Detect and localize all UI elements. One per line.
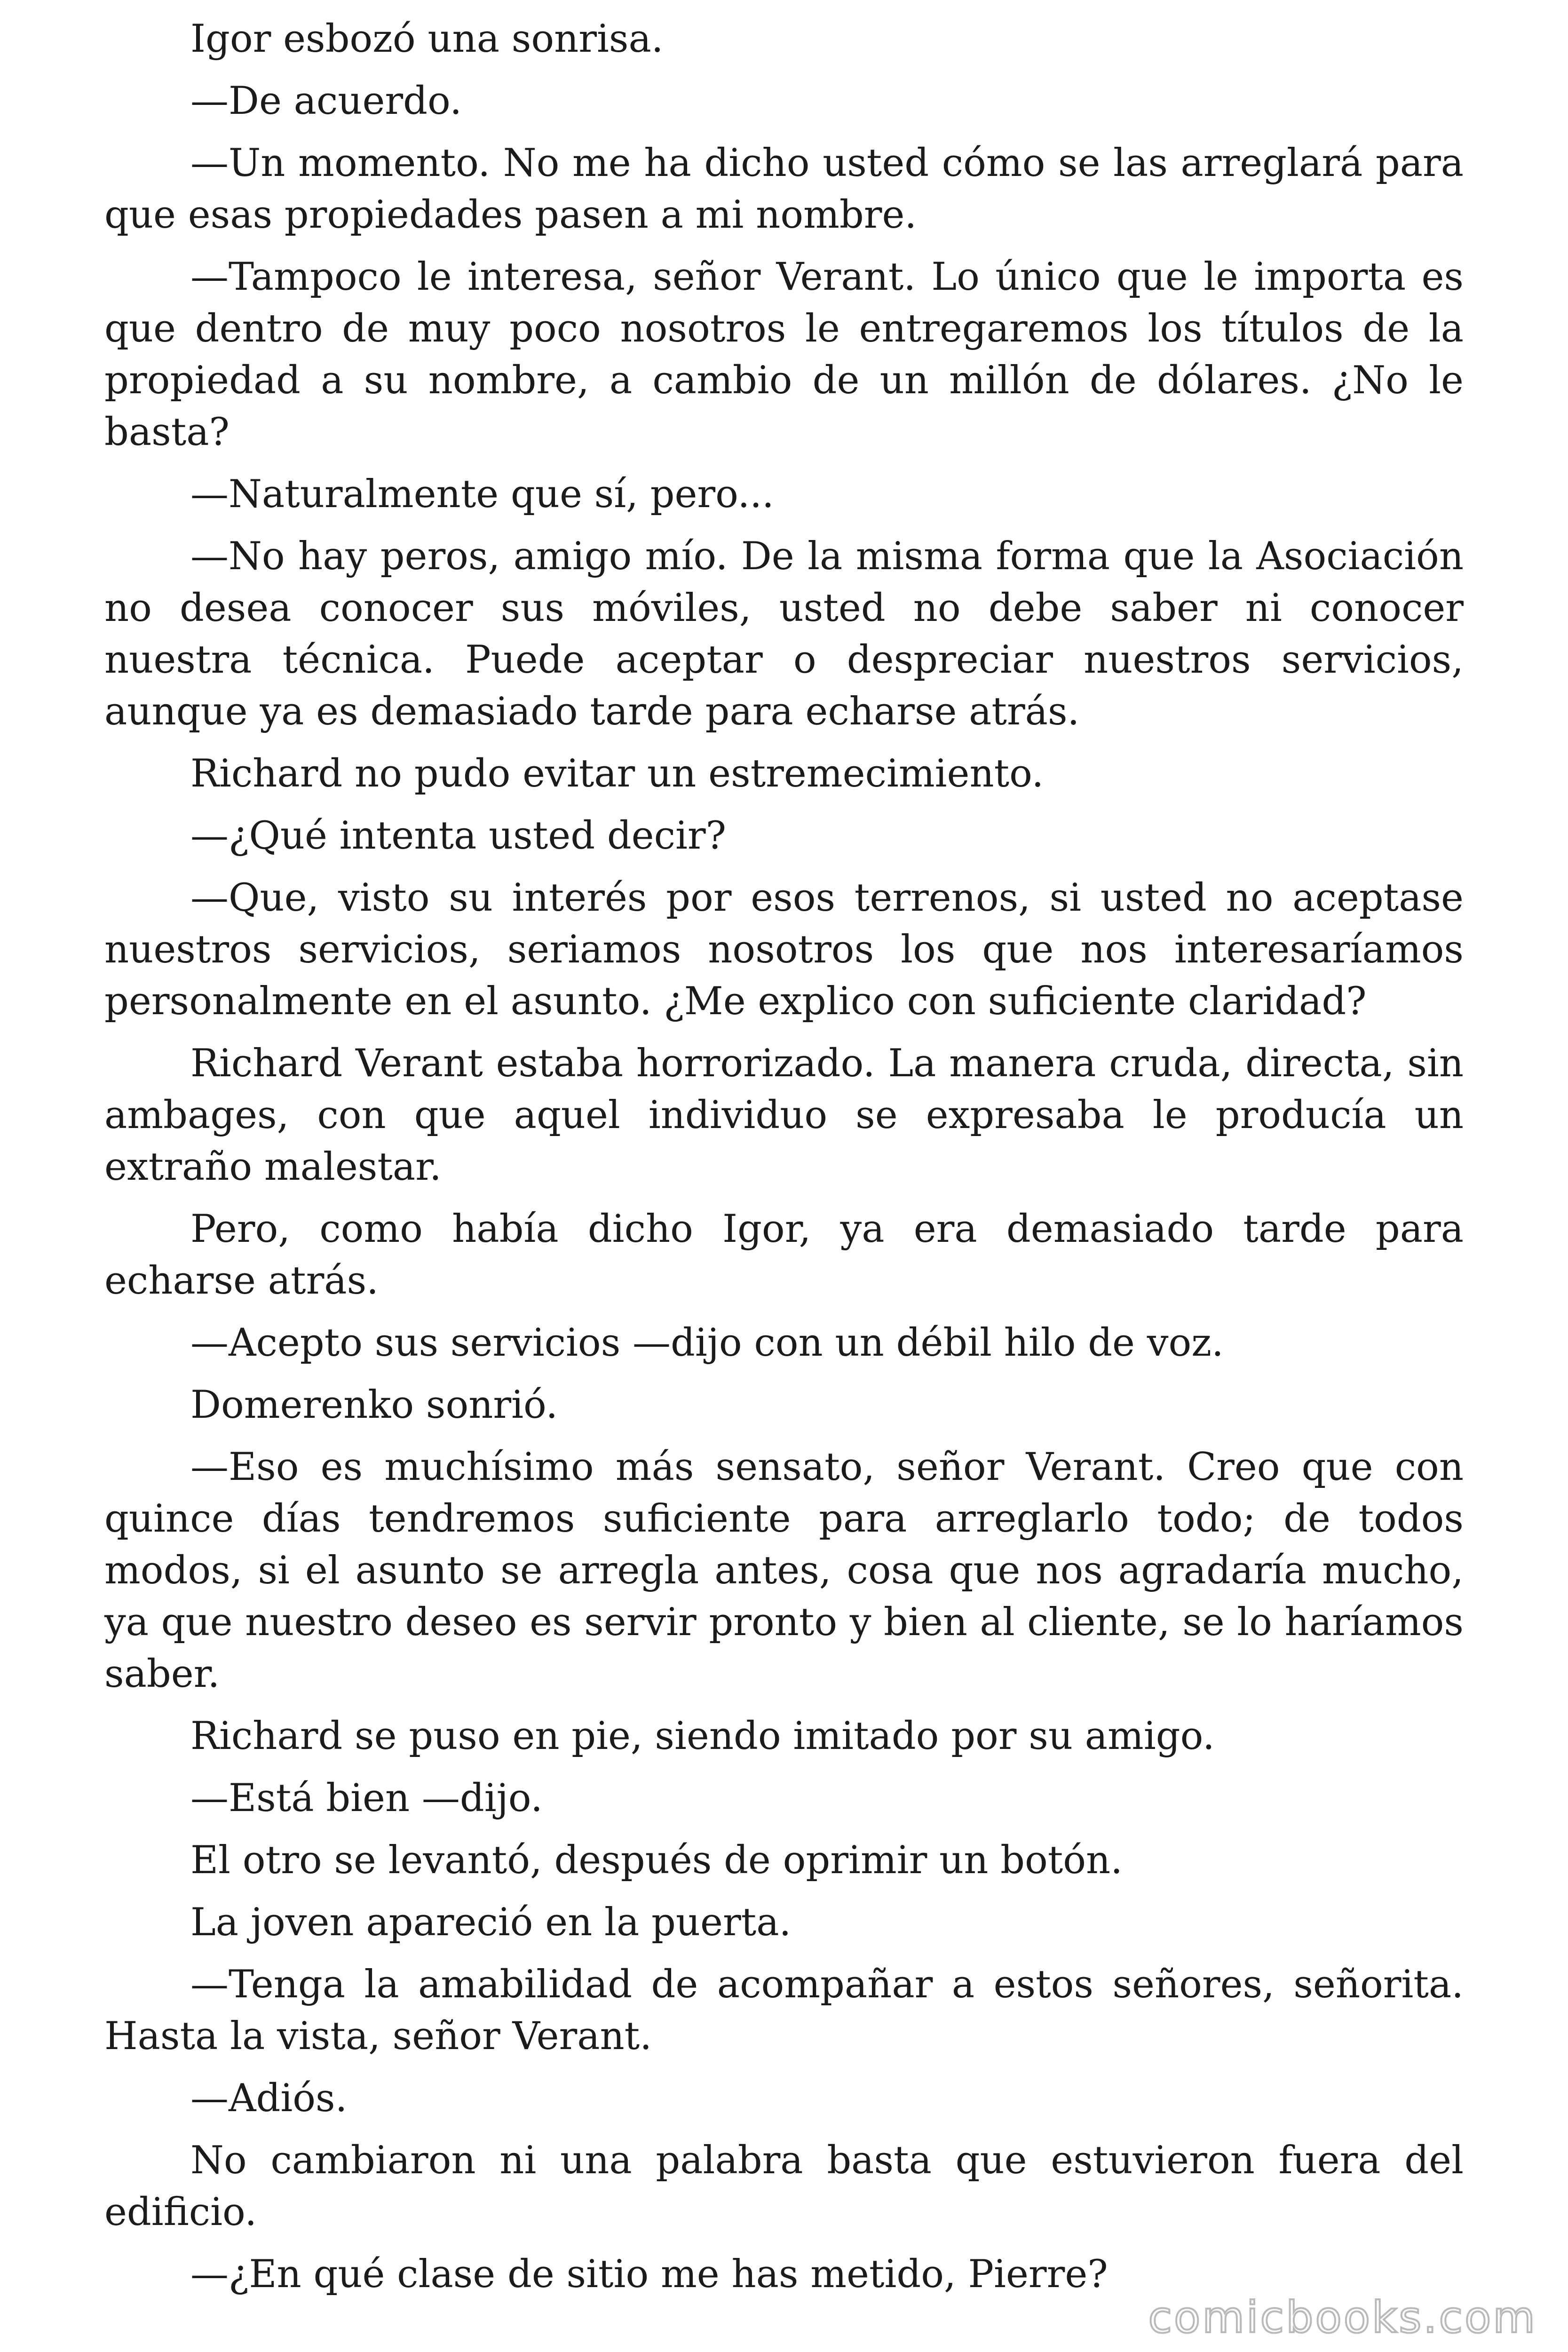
paragraph: —Un momento. No me ha dicho usted cómo se las arreglará para que esas propiedades pasen a mi nombre. xyxy=(104,141,1464,237)
paragraph: —Acepto sus servicios —dijo con un débil hilo de voz. xyxy=(190,1321,1224,1365)
paragraph: Igor esbozó una sonrisa. xyxy=(190,17,664,61)
paragraph: —Que, visto su interés por esos terrenos, si usted no aceptase nuestros servicios, seriamos nosotros los que nos interesaríamos personalmente en el asunto. ¿Me explico con suficiente claridad? xyxy=(104,876,1464,1024)
paragraph: —¿Qué intenta usted decir? xyxy=(190,814,727,858)
paragraph: —De acuerdo. xyxy=(190,79,462,123)
paragraph: Richard no pudo evitar un estremecimiento. xyxy=(190,752,1044,796)
paragraph: —Adiós. xyxy=(190,2076,348,2121)
paragraph: —Tenga la amabilidad de acompañar a estos señores, señorita. Hasta la vista, señor Verant. xyxy=(104,1963,1464,2058)
watermark: comicbooks.com xyxy=(1148,2292,1537,2343)
paragraph: Pero, como había dicho Igor, ya era demasiado tarde para echarse atrás. xyxy=(104,1207,1464,1303)
paragraph: —Tampoco le interesa, señor Verant. Lo único que le importa es que dentro de muy poco nosotros le entregaremos los títulos de la propiedad a su nombre, a cambio de un millón de dólares. ¿No le basta? xyxy=(104,255,1464,454)
paragraph: No cambiaron ni una palabra basta que estuvieron fuera del edificio. xyxy=(104,2138,1464,2234)
paragraph: —No hay peros, amigo mío. De la misma forma que la Asociación no desea conocer sus móviles, usted no debe saber ni conocer nuestra técnica. Puede aceptar o despreciar nuestros servicios, aunque ya es demasiado tarde para echarse atrás. xyxy=(104,534,1464,734)
paragraph: —Eso es muchísimo más sensato, señor Verant. Creo que con quince días tendremos suficiente para arreglarlo todo; de todos modos, si el asunto se arregla antes, cosa que nos agradaría mucho, ya que nuestro deseo es servir pronto y bien al cliente, se lo haríamos saber. xyxy=(104,1445,1464,1696)
paragraph: Richard Verant estaba horrorizado. La manera cruda, directa, sin ambages, con que aquel individuo se expresaba le producía un extraño malestar. xyxy=(104,1041,1464,1189)
paragraph: —Está bien —dijo. xyxy=(190,1776,543,1820)
paragraph: La joven apareció en la puerta. xyxy=(190,1900,792,1945)
paragraph: Domerenko sonrió. xyxy=(190,1383,558,1427)
book-page-text xyxy=(104,13,1464,2311)
paragraph: —¿En qué clase de sitio me has metido, Pierre? xyxy=(190,2252,1108,2296)
paragraph: El otro se levantó, después de oprimir un botón. xyxy=(190,1838,1123,1883)
paragraph: Richard se puso en pie, siendo imitado por su amigo. xyxy=(190,1714,1215,1758)
paragraph: —Naturalmente que sí, pero... xyxy=(190,472,774,516)
